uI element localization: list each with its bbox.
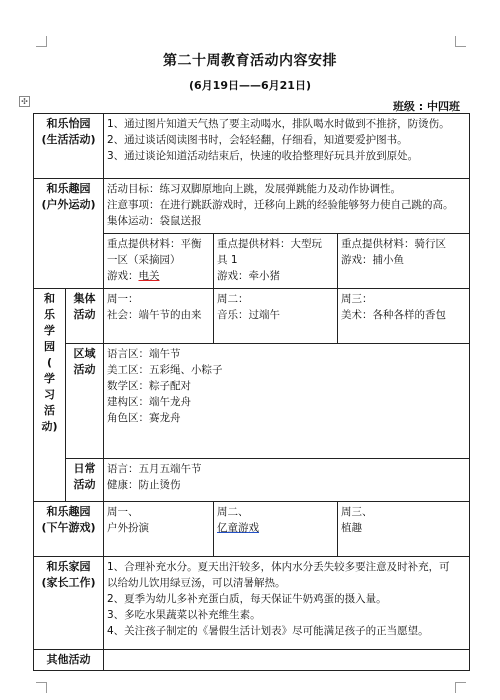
list-item: 3、通过谈论知道活动结束后，快速的收拾整理好玩具并放到原处。 (107, 150, 419, 162)
schedule-table (33, 113, 470, 671)
crop-mark (36, 36, 47, 47)
table-row (34, 289, 470, 344)
table-row (34, 502, 470, 557)
list-item: 美工区：五彩绳、小粽子 (107, 364, 223, 376)
date-range: (6月19日——6月21日) (189, 79, 311, 92)
other-content (104, 650, 470, 671)
list-item: 语言区：端午节 (107, 348, 181, 360)
section-learning: 和 乐 学 园 ( 学 习 活 动) (34, 289, 66, 502)
table-row (34, 557, 470, 650)
list-item: 建构区：端午龙舟 (107, 396, 191, 408)
collective-wednesday: 周三： 美术：各种各样的香包 (338, 289, 470, 344)
list-item: 4、关注孩子制定的《暑假生活计划表》尽可能满足孩子的正当愿望。 (107, 625, 429, 637)
table-move-handle-icon[interactable]: ✣ (19, 96, 30, 107)
collective-label: 集体 活动 (66, 289, 104, 344)
daily-label: 日常 活动 (66, 459, 104, 502)
life-content (104, 114, 470, 179)
crop-mark (455, 36, 466, 47)
list-item: 2、夏季为幼儿多补充蛋白质，每天保证牛奶鸡蛋的摄入量。 (107, 593, 387, 605)
outdoor-zone-2: 重点提供材料：大型玩 具 1 游戏：牵小猪 (214, 234, 338, 289)
list-item: 集体运动：袋鼠送报 (107, 215, 202, 227)
list-item: 2、通过谈话阅读图书时，会轻轻翻，仔细看，知道要爱护图书。 (107, 134, 408, 146)
table-row (34, 344, 470, 459)
afternoon-wednesday: 周三、 植趣 (338, 502, 470, 557)
daily-content (104, 459, 470, 502)
list-item: 1、合理补充水分。夏天出汗较多，体内水分丢失较多要注意及时补充，可 (107, 561, 450, 573)
section-outdoor: 和乐趣园 (户外运动) (34, 179, 104, 289)
afternoon-tuesday: 周二、 亿童游戏 (214, 502, 338, 557)
list-item: 活动目标：练习双脚原地向上跳，发展弹跳能力及动作协调性。 (107, 183, 401, 195)
table-row (34, 114, 470, 179)
afternoon-monday: 周一、 户外扮演 (104, 502, 214, 557)
class-label: 班级 : 中四班 (392, 100, 460, 113)
list-item: 以给幼儿饮用绿豆汤，可以清暑解热。 (107, 577, 286, 589)
family-content (104, 557, 470, 650)
section-family: 和乐家园 (家长工作) (34, 557, 104, 650)
table-row (34, 650, 470, 671)
list-item: 角色区：赛龙舟 (107, 412, 181, 424)
section-afternoon: 和乐趣园 (下午游戏) (34, 502, 104, 557)
outdoor-zone-1: 重点提供材料：平衡 一区（采摘园） 游戏：电关 (104, 234, 214, 289)
collective-monday: 周一： 社会：端午节的由来 (104, 289, 214, 344)
list-item: 健康：防止烫伤 (107, 479, 181, 491)
list-item: 语言：五月五端午节 (107, 463, 202, 475)
section-life: 和乐怡园 (生活活动) (34, 114, 104, 179)
crop-mark (455, 682, 466, 693)
collective-tuesday: 周二： 音乐：过端午 (214, 289, 338, 344)
area-content (104, 344, 470, 459)
outdoor-zone-3: 重点提供材料：骑行区 游戏：捕小鱼 (338, 234, 470, 289)
table-row (34, 459, 470, 502)
list-item: 3、多吃水果蔬菜以补充维生素。 (107, 609, 261, 621)
section-other: 其他活动 (34, 650, 104, 671)
crop-mark (36, 682, 47, 693)
list-item: 数学区：粽子配对 (107, 380, 191, 392)
list-item: 注意事项：在进行跳跃游戏时，迁移向上跳的经验能够努力使自己跳的高。 (107, 199, 454, 211)
list-item: 1、通过图片知道天气热了要主动喝水，排队喝水时做到不推挤，防烫伤。 (107, 118, 450, 130)
outdoor-goals (104, 179, 470, 234)
table-row (34, 179, 470, 234)
page-title: 第二十周教育活动内容安排 (163, 53, 337, 69)
area-label: 区域 活动 (66, 344, 104, 459)
